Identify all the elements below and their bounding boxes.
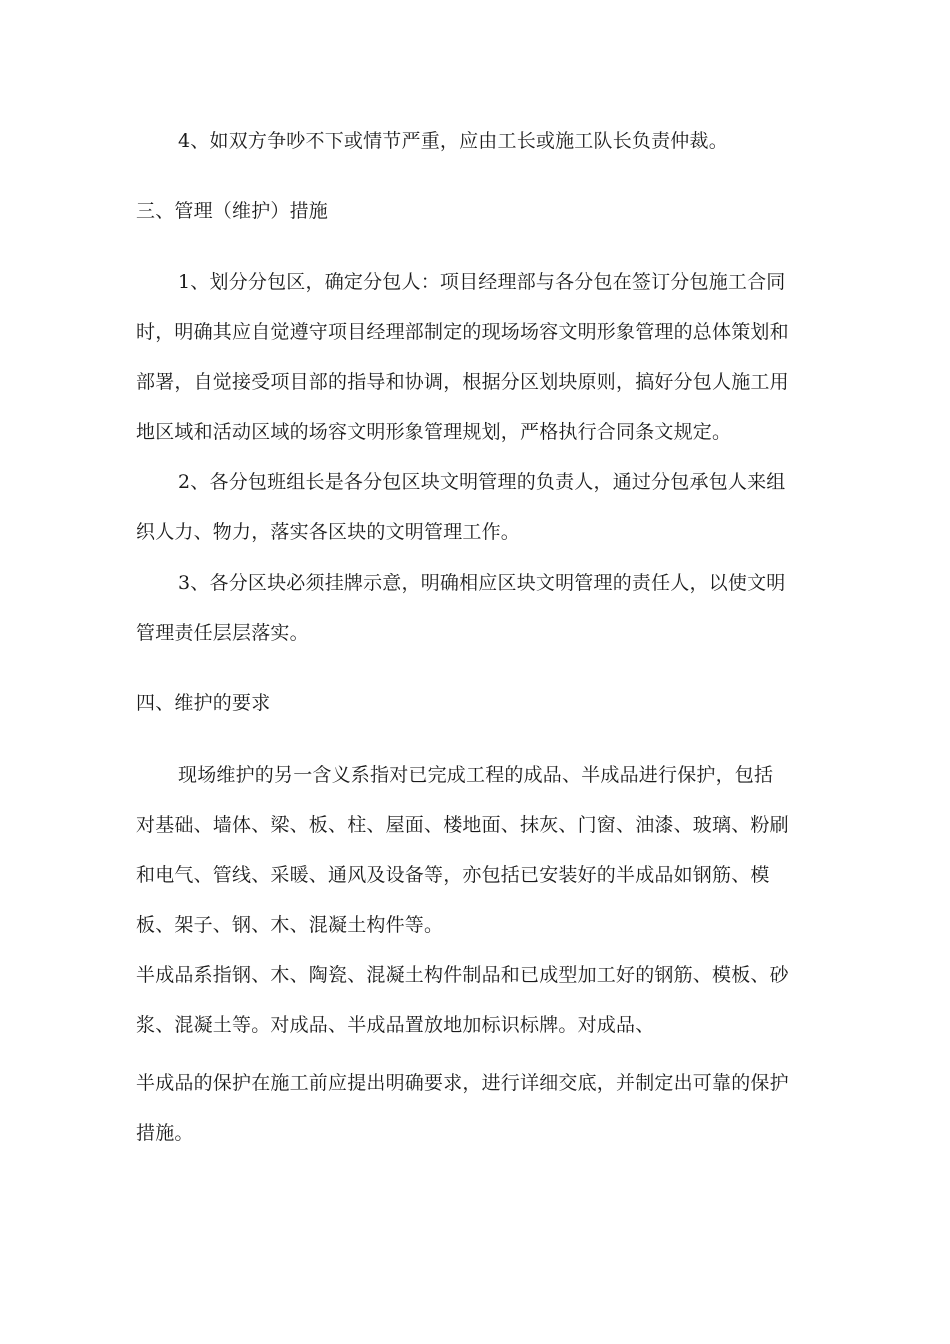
paragraph-measure-2-line-1: 2、各分包班组长是各分包区块文明管理的负责人，通过分包承包人来组 (178, 471, 786, 493)
paragraph-maintenance-line-3: 和电气、管线、采暖、通风及设备等，亦包括已安装好的半成品如钢筋、模 (136, 864, 770, 886)
paragraph-measure-1-line-2: 时，明确其应自觉遵守项目经理部制定的现场场容文明形象管理的总体策划和 (136, 321, 789, 343)
section-heading-4: 四、维护的要求 (136, 692, 271, 714)
paragraph-maintenance-line-1: 现场维护的另一含义系指对已完成工程的成品、半成品进行保护，包括 (178, 764, 774, 786)
paragraph-measure-3-line-2: 管理责任层层落实。 (136, 622, 309, 644)
section-heading-3: 三、管理（维护）措施 (136, 200, 329, 222)
paragraph-maintenance-line-2: 对基础、墙体、梁、板、柱、屋面、楼地面、抹灰、门窗、油漆、玻璃、粉刷 (136, 814, 789, 836)
paragraph-protection-line-2: 措施。 (136, 1122, 194, 1144)
paragraph-measure-1-line-3: 部署，自觉接受项目部的指导和协调，根据分区划块原则，搞好分包人施工用 (136, 371, 789, 393)
paragraph-semi-finished-line-2: 浆、混凝土等。对成品、半成品置放地加标识标牌。对成品、 (136, 1014, 655, 1036)
paragraph-maintenance-line-4: 板、架子、钢、木、混凝土构件等。 (136, 914, 444, 936)
paragraph-measure-2-line-2: 织人力、物力，落实各区块的文明管理工作。 (136, 521, 521, 543)
paragraph-semi-finished-line-1: 半成品系指钢、木、陶瓷、混凝土构件制品和已成型加工好的钢筋、模板、砂 (136, 964, 789, 986)
paragraph-measure-1-line-1: 1、划分分包区，确定分包人：项目经理部与各分包在签订分包施工合同 (178, 271, 786, 293)
paragraph-protection-line-1: 半成品的保护在施工前应提出明确要求，进行详细交底，并制定出可靠的保护 (136, 1072, 789, 1094)
paragraph-item-4-line-1: 4、如双方争吵不下或情节严重，应由工长或施工队长负责仲裁。 (178, 130, 728, 152)
paragraph-measure-1-line-4: 地区域和活动区域的场容文明形象管理规划，严格执行合同条文规定。 (136, 421, 732, 443)
paragraph-measure-3-line-1: 3、各分区块必须挂牌示意，明确相应区块文明管理的责任人，以使文明 (178, 572, 786, 594)
